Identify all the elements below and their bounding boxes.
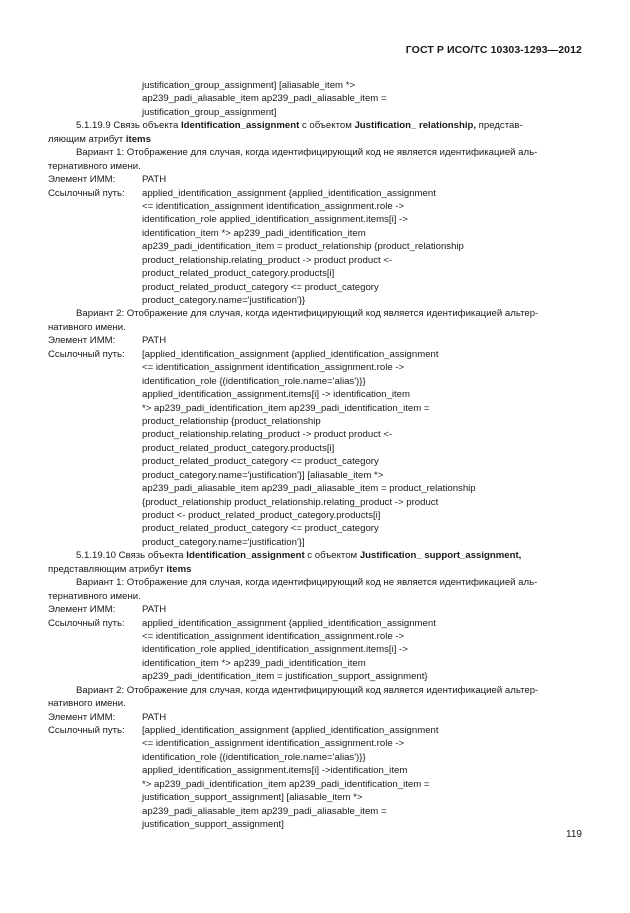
heading-connector: с объектом xyxy=(299,120,355,132)
path-line: product_related_product_category <= product_category xyxy=(142,456,379,468)
path-line: product_category.name='justification'}} xyxy=(142,295,306,306)
row-label: Элемент ИММ: xyxy=(48,604,116,616)
label-row xyxy=(48,187,582,200)
path-line: <= identification_assignment identification_assignment.role -> xyxy=(142,362,405,374)
heading-continuation: представ- xyxy=(476,120,523,132)
variant-paragraph: Вариант 2: Отображение для случая, когда идентифицирующий код является идентификацией альтер- xyxy=(76,684,539,696)
path-line: <= identification_assignment identification_assignment.role -> xyxy=(142,200,405,212)
row-value: applied_identification_assignment {applied_identification_assignment xyxy=(142,617,436,629)
row-value: PATH xyxy=(142,604,167,616)
row-value: applied_identification_assignment {applied_identification_assignment xyxy=(142,187,436,199)
path-line: {product_relationship product_relationship.relating_product -> product xyxy=(142,496,439,508)
path-line: justification_group_assignment] [aliasable_item *> xyxy=(142,80,356,91)
path-line: identification_item *> ap239_padi_identification_item xyxy=(142,657,366,669)
entity-name: Identification_assignment xyxy=(180,120,300,132)
text-line: нативного имени. xyxy=(48,321,126,333)
label-row xyxy=(48,603,582,616)
heading-connector: с объектом xyxy=(304,550,360,562)
attribute-name: items xyxy=(166,563,192,575)
heading-number: 5.1.19.9 Связь объекта xyxy=(76,120,181,132)
row-value: [applied_identification_assignment {applied_identification_assignment xyxy=(142,725,439,736)
section-heading-line2 xyxy=(48,133,582,146)
text-line: тернативного имени. xyxy=(48,590,141,602)
text-line: тернативного имени. xyxy=(48,160,141,172)
path-line: <= identification_assignment identification_assignment.role -> xyxy=(142,630,405,642)
path-line: <= identification_assignment identification_assignment.role -> xyxy=(142,738,405,750)
path-line: product_related_product_category.products[i] xyxy=(142,442,335,454)
variant-paragraph: Вариант 1: Отображение для случая, когда идентифицирующий код не является идентификацией аль- xyxy=(76,147,538,159)
path-line: justification_support_assignment] [aliasable_item *> xyxy=(142,792,363,804)
label-row xyxy=(48,711,582,724)
path-line: *> ap239_padi_identification_item ap239_padi_identification_item = xyxy=(142,402,430,414)
path-line: identification_role {(identification_role.name='alias')}} xyxy=(142,375,366,387)
path-line: product <- product_related_product_category.products[i] xyxy=(142,510,381,521)
path-line: applied_identification_assignment.items[i] -> identification_item xyxy=(142,389,410,401)
section-heading-line2 xyxy=(48,563,582,576)
target-entity-name: Justification_ support_assignment, xyxy=(359,550,522,562)
path-line: product_relationship {product_relationship xyxy=(142,415,321,427)
heading-attribute-text: ляющим атрибут xyxy=(48,133,126,145)
path-line: product_related_product_category <= product_category xyxy=(142,523,379,535)
row-label: Элемент ИММ: xyxy=(48,335,116,347)
heading-attribute-text: представляющим атрибут xyxy=(48,563,167,575)
path-line: product_relationship.relating_product -> product product <- xyxy=(142,254,393,266)
label-row xyxy=(48,348,582,361)
row-value: PATH xyxy=(142,174,167,186)
path-line: ap239_padi_identification_item = product_relationship {product_relationship xyxy=(142,241,464,253)
path-line: identification_role applied_identification_assignment.items[i] -> xyxy=(142,644,408,656)
variant-paragraph: Вариант 2: Отображение для случая, когда идентифицирующий код является идентификацией альтер- xyxy=(76,308,539,320)
path-line: ap239_padi_aliasable_item ap239_padi_aliasable_item = product_relationship xyxy=(142,483,476,495)
path-line: identification_role {(identification_role.name='alias')}} xyxy=(142,751,366,763)
path-line: product_related_product_category.products[i] xyxy=(142,268,335,280)
path-line: product_relationship.relating_product -> product product <- xyxy=(142,429,393,441)
label-row xyxy=(48,173,582,186)
entity-name: Identification_assignment xyxy=(186,550,305,562)
row-value: [applied_identification_assignment {applied_identification_assignment xyxy=(142,348,439,360)
row-label: Элемент ИММ: xyxy=(48,174,116,186)
row-label: Элемент ИММ: xyxy=(48,711,116,723)
row-label: Ссылочный путь: xyxy=(48,617,125,629)
label-row xyxy=(48,617,582,630)
label-row xyxy=(48,334,582,347)
row-label: Ссылочный путь: xyxy=(48,725,125,736)
heading-number: 5.1.19.10 Связь объекта xyxy=(76,550,187,562)
row-label: Ссылочный путь: xyxy=(48,187,125,199)
page-header: ГОСТ Р ИСО/ТС 10303-1293—2012 xyxy=(405,44,582,56)
path-line: product_category.name='justification'}] xyxy=(142,536,305,548)
row-value: PATH xyxy=(142,335,167,347)
path-line: justification_group_assignment] xyxy=(142,106,277,118)
text-line: нативного имени. xyxy=(48,698,126,710)
path-line: ap239_padi_aliasable_item ap239_padi_aliasable_item = xyxy=(142,805,387,817)
path-line: applied_identification_assignment.items[i] ->identification_item xyxy=(142,765,408,777)
target-entity-name: Justification_ relationship, xyxy=(354,120,477,132)
page-number: 119 xyxy=(566,829,582,840)
path-line: identification_role applied_identification_assignment.items[i] -> xyxy=(142,214,408,226)
path-line: identification_item *> ap239_padi_identification_item xyxy=(142,227,366,239)
path-line: *> ap239_padi_identification_item ap239_padi_identification_item = xyxy=(142,778,430,790)
document-body xyxy=(48,79,582,832)
path-line: product_category.name='justification'}] [aliasable_item *> xyxy=(142,469,384,481)
section-heading xyxy=(48,119,582,132)
label-row xyxy=(48,724,582,737)
path-line: product_related_product_category <= product_category xyxy=(142,281,379,293)
variant-paragraph: Вариант 1: Отображение для случая, когда идентифицирующий код не является идентификацией аль- xyxy=(76,577,538,589)
attribute-name: items xyxy=(125,133,151,145)
path-line: justification_support_assignment] xyxy=(142,819,284,831)
section-heading xyxy=(48,549,582,562)
path-line: ap239_padi_identification_item = justification_support_assignment} xyxy=(142,671,428,683)
path-line: ap239_padi_aliasable_item ap239_padi_aliasable_item = xyxy=(142,93,387,105)
row-value: PATH xyxy=(142,711,167,723)
row-label: Ссылочный путь: xyxy=(48,348,125,360)
